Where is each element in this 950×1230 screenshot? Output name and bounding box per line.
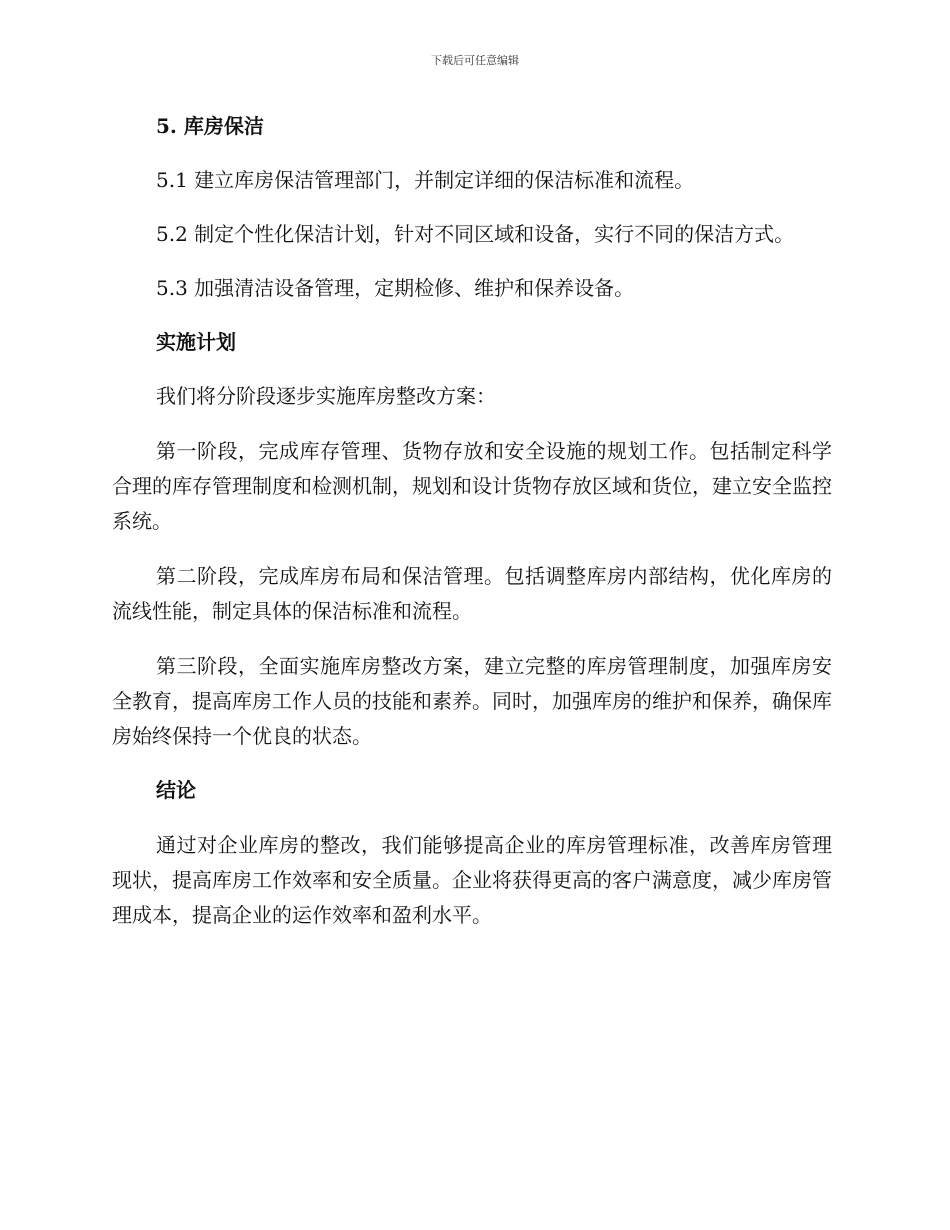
section-item: 5.1 建立库房保洁管理部门，并制定详细的保洁标准和流程。 bbox=[156, 168, 695, 192]
plan-intro: 我们将分阶段逐步实施库房整改方案： bbox=[156, 384, 496, 408]
plan-stage-paragraph: 第三阶段，全面实施库房整改方案，建立完整的库房管理制度，加强库房安全教育，提高库房工作人员的技能和素养。同时，加强库房的维护和保养，确保库房始终保持一个优良的状态。 bbox=[112, 654, 832, 748]
section-heading-warehouse-cleaning: 5. 库房保洁 bbox=[156, 114, 264, 138]
section-item: 5.3 加强清洁设备管理，定期检修、维护和保养设备。 bbox=[156, 276, 635, 300]
plan-stage-paragraph: 第一阶段，完成库存管理、货物存放和安全设施的规划工作。包括制定科学合理的库存管理制度和检测机制，规划和设计货物存放区域和货位，建立安全监控系统。 bbox=[112, 439, 832, 533]
section-heading-implementation-plan: 实施计划 bbox=[156, 330, 236, 354]
plan-stage-paragraph: 第二阶段，完成库房布局和保洁管理。包括调整库房内部结构，优化库房的流线性能，制定具体的保洁标准和流程。 bbox=[112, 564, 832, 623]
section-item: 5.2 制定个性化保洁计划，针对不同区域和设备，实行不同的保洁方式。 bbox=[156, 222, 795, 246]
document-body bbox=[112, 110, 832, 953]
page-header-note: 下载后可任意编辑 bbox=[431, 54, 519, 67]
section-heading-conclusion: 结论 bbox=[156, 778, 196, 802]
conclusion-paragraph: 通过对企业库房的整改，我们能够提高企业的库房管理标准，改善库房管理现状，提高库房工作效率和安全质量。企业将获得更高的客户满意度，减少库房管理成本，提高企业的运作效率和盈利水平。 bbox=[112, 833, 832, 927]
